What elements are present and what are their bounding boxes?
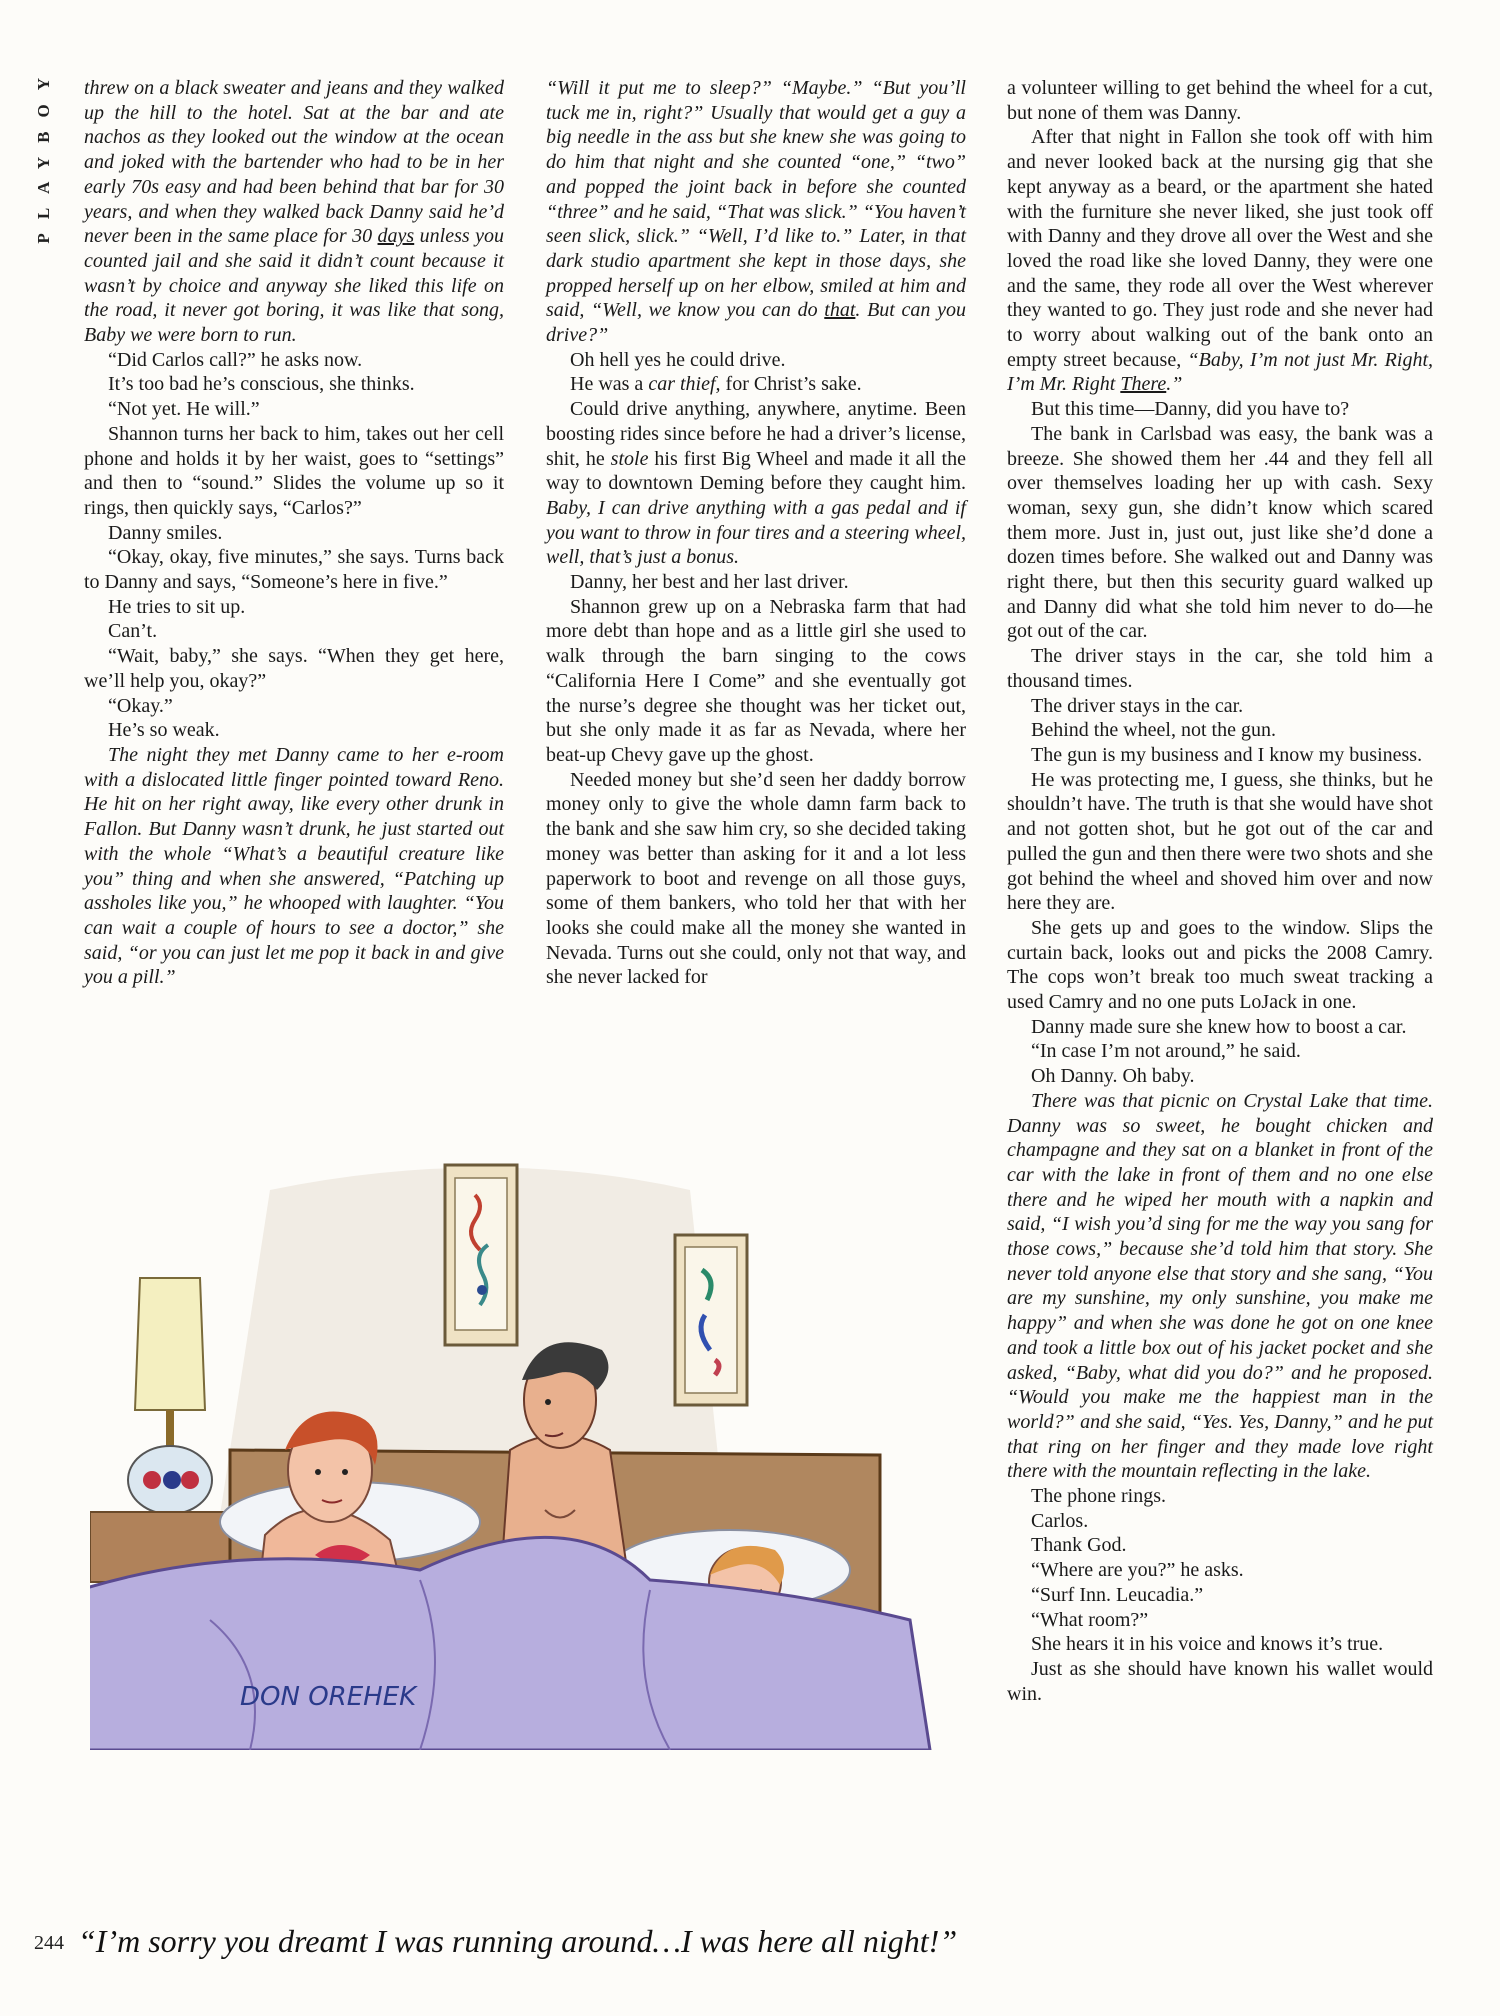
paragraph: “Did Carlos call?” he asks now. xyxy=(108,348,363,371)
paragraph: Just as she should have known his wallet would win. xyxy=(1007,1658,1433,1705)
paragraph: It’s too bad he’s conscious, she thinks. xyxy=(108,373,415,396)
paragraph: The gun is my business and I know my business. xyxy=(1031,743,1423,766)
paragraph: He was protecting me, I guess, she thinks, but he shouldn’t have. The truth is that she would have shot and not gotten shot, but he got out of the car and pulled the gun and then there were two shots and she got behind the wheel and shoved him over and now here they are. xyxy=(1007,768,1433,915)
paragraph: “Wait, baby,” she says. “When they get here, we’ll help you, okay?” xyxy=(84,645,504,692)
artist-signature: DON OREHEK xyxy=(240,1682,417,1712)
paragraph: “Okay, okay, five minutes,” she says. Turns back to Danny and says, “Someone’s here in five.” xyxy=(84,546,504,594)
paragraph: There was that picnic on Crystal Lake that time. Danny was so sweet, he bought chicken and champagne and they sat on a blanket in front of the car with the lake in front of them and no one else there and he wiped her mouth with a napkin and said, “I wish you’d sing for me the way you sang for those cows,” because she’d told him that story. She never told anyone else that story and she sang, “You are my sunshine, my only sunshine, you make me happy” and when she was done he got on one knee and took a little box out of his jacket pocket and she asked, “Baby, what did you do?” and he proposed. “Would you make me the happiest man in the world?” and she said, “Yes. Yes, Danny,” and he put that ring on her finger and they made love right there with the mountain reflecting in the lake. xyxy=(1007,1089,1433,1483)
paragraph: Carlos. xyxy=(1031,1509,1089,1532)
bedside-lamp xyxy=(128,1278,212,1514)
paragraph: Oh hell yes he could drive. xyxy=(570,348,786,371)
column-2 xyxy=(546,76,966,990)
paragraph: Behind the wheel, not the gun. xyxy=(1031,719,1276,742)
column-1 xyxy=(84,76,504,990)
paragraph: “Surf Inn. Leucadia.” xyxy=(1031,1583,1204,1606)
page-number: 244 xyxy=(34,1932,64,1954)
paragraph: The driver stays in the car. xyxy=(1031,694,1244,717)
cartoon-illustration xyxy=(90,1150,966,1750)
paragraph: He was a car thief, for Christ’s sake. xyxy=(570,373,862,396)
paragraph: The night they met Danny came to her e-room with a dislocated little finger pointed toward Reno. He hit on her right away, like every other drunk in Fallon. But Danny wasn’t drunk, he just started out with the whole “What’s a beautiful creature like you” thing and when she answered, “Patching up assholes like you,” he whooped with laughter. “You can wait a couple of hours to see a doctor,” she said, “or you can just let me pop it back in and give you a pill.” xyxy=(84,743,504,989)
paragraph: Can’t. xyxy=(108,620,158,643)
paragraph: He tries to sit up. xyxy=(108,595,246,618)
paragraph: The driver stays in the car, she told him a thousand times. xyxy=(1007,645,1433,692)
paragraph: She hears it in his voice and knows it’s true. xyxy=(1031,1633,1384,1656)
paragraph: “Okay.” xyxy=(108,694,173,717)
wall-picture-left xyxy=(445,1165,517,1345)
paragraph: “Will it put me to sleep?” “Maybe.” “But you’ll tuck me in, right?” Usually that would get a guy a big needle in the ass but she knew she was going to do him that night and she counted “one,” “two” and popped the joint back in before she counted “three” and he said, “That was slick.” “You haven’t seen slick, slick.” “Well, I’d like to.” Later, in that dark studio apartment she kept in those days, she propped herself up on her elbow, smiled at him and said, “Well, we know you can do that. But can you drive?” xyxy=(546,77,966,347)
cartoon-caption: “I’m sorry you dreamt I was running around…I was here all night!” xyxy=(78,1923,958,1959)
paragraph: “Where are you?” he asks. xyxy=(1031,1559,1244,1582)
paragraph: The bank in Carlsbad was easy, the bank was a breeze. She showed them her .44 and they fell all over themselves loading her up with cash. Sexy woman, sexy gun, she didn’t know which scared them more. Just in, just out, just like she’d done a dozen times before. She walked out and Danny was right there, but then this security guard walked up and Danny did what she told him never to do—he got out of the car. xyxy=(1007,422,1433,643)
paragraph: After that night in Fallon she took off with him and never looked back at the nursing gig that she kept anyway as a beard, or the apartment she hated with the furniture she never liked, she just took off with Danny and they drove all over the West and she loved the road like she loved Danny, they were one and the same, they rode all over the West wherever they wanted to go. They just rode and she never had to worry about walking out of the bank onto an empty street because, “Baby, I’m not just Mr. Right, I’m Mr. Right There.” xyxy=(1007,126,1434,396)
paragraph: Thank God. xyxy=(1031,1534,1127,1557)
paragraph: “Not yet. He will.” xyxy=(108,398,260,421)
paragraph: Oh Danny. Oh baby. xyxy=(1031,1065,1195,1088)
paragraph: a volunteer willing to get behind the wheel for a cut, but none of them was Danny. xyxy=(1007,77,1433,124)
column-3 xyxy=(1007,76,1433,1706)
paragraph: “What room?” xyxy=(1031,1608,1149,1631)
paragraph: Danny smiles. xyxy=(108,521,223,544)
paragraph: Shannon grew up on a Nebraska farm that had more debt than hope and as a little girl she used to walk through the barn singing to the cows “California Here I Come” and she eventually got the nurse’s degree she thought was her ticket out, but she only made it as far as Nevada, where her beat-up Chevy gave up the ghost. xyxy=(546,595,966,766)
paragraph: He’s so weak. xyxy=(108,719,220,742)
paragraph: Danny, her best and her last driver. xyxy=(570,571,849,594)
wall-picture-right xyxy=(675,1235,747,1405)
paragraph: Danny made sure she knew how to boost a car. xyxy=(1031,1015,1407,1038)
paragraph: The phone rings. xyxy=(1031,1485,1166,1508)
paragraph: But this time—Danny, did you have to? xyxy=(1031,398,1350,421)
running-head: PLAYBOY xyxy=(34,64,53,244)
paragraph: Needed money but she’d seen her daddy borrow money only to give the whole damn farm back to the bank and she saw him cry, so she decided taking money was better than asking for it and a lot less paperwork to boot and revenge on all those guys, some of them bankers, who told her that with her looks she could make all the money she wanted in Nevada. Turns out she could, only not that way, and she never lacked for xyxy=(546,768,966,989)
paragraph: threw on a black sweater and jeans and they walked up the hill to the hotel. Sat at the bar and ate nachos as they looked out the window at the ocean and joked with the bartender who had to be in her early 70s easy and had been behind that bar for 30 years, and when they walked back Danny said he’d never been in the same place for 30 days unless you counted jail and she said it didn’t count because it wasn’t by choice and anyway she liked this life on the road, it never got boring, it was like that song, Baby we were born to run. xyxy=(84,77,504,347)
paragraph: She gets up and goes to the window. Slips the curtain back, looks out and picks the 2008 Camry. The cops won’t break too much sweat tracking a used Camry and no one puts LoJack in one. xyxy=(1007,916,1433,1014)
paragraph: “In case I’m not around,” he said. xyxy=(1031,1040,1301,1063)
paragraph: Could drive anything, anywhere, anytime. Been boosting rides since before he had a driver’s license, shit, he stole his first Big Wheel and made it all the way to downtown Deming before they caught him. Baby, I can drive anything with a gas pedal and if you want to throw in four tires and a steering wheel, well, that’s just a bonus. xyxy=(546,398,966,569)
paragraph: Shannon turns her back to him, takes out her cell phone and holds it by her waist, goes to “settings” and then to “sound.” Slides the volume up so it rings, then quickly says, “Carlos?” xyxy=(84,422,504,519)
